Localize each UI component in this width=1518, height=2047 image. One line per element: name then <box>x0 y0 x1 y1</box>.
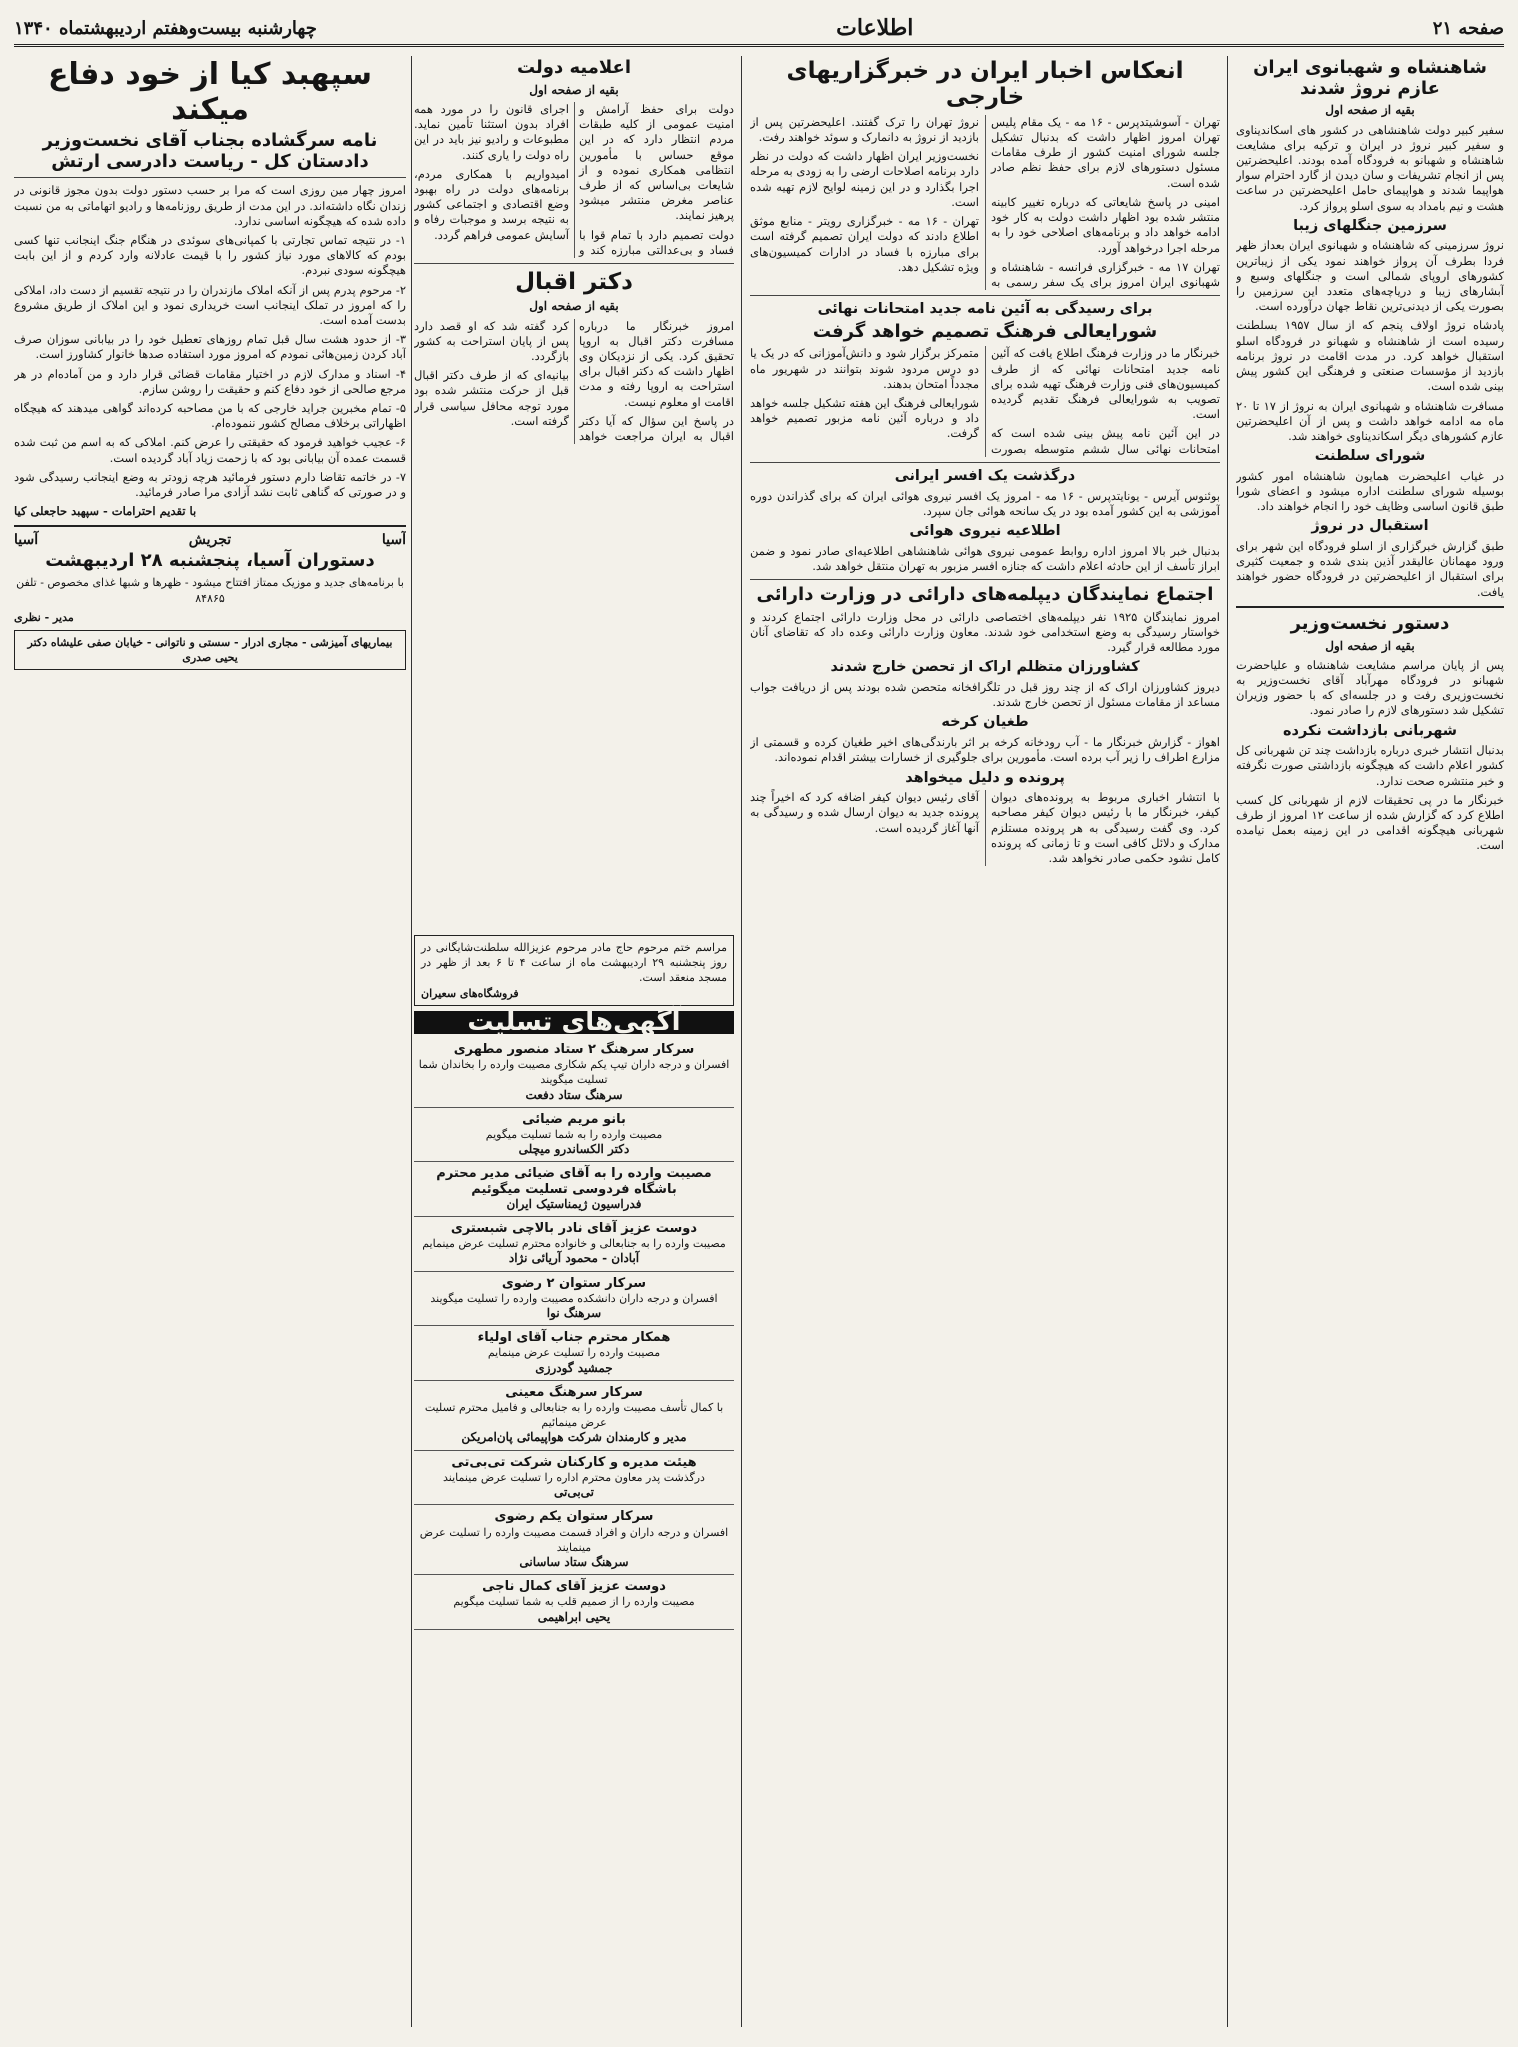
column-4 <box>14 56 406 2027</box>
article-paragraph: تهران ۱۷ مه - خبرگزاری فرانسه - شاهنشاه و شهبانوی ایران امروز برای یک سفر رسمی به نروژ تهران را ترک گفتند. اعلیحضرتین پس از بازدید از نروژ به دانمارک و سوئد خواهند رفت. <box>750 114 1220 289</box>
condolence-notice <box>414 1162 734 1217</box>
condolence-block <box>414 930 734 2027</box>
notice-text: مصیبت وارده را به جنابعالی و خانواده محترم تسلیت عرض مینمایم <box>422 1237 726 1251</box>
article-paragraph: شورایعالی فرهنگ این هفته تشکیل جلسه خواهد داد و درباره آئین نامه مزبور تصمیم خواهد گرفت. <box>750 396 979 441</box>
notice-title: سرکار سرهنگ معینی <box>505 1384 643 1400</box>
article-paragraph: ۵- تمام مخبرین جراید خارجی که با من مصاحبه کرده‌اند گواهی میدهند که هیچگاه اظهاراتی برخلاف مصالح کشور ننموده‌ام. <box>14 401 406 431</box>
article-paragraph: بوئنوس آیرس - یونایتدپرس - ۱۶ مه - امروز یک افسر نیروی هوائی ایران که برای گذراندن دوره آموزشی به این کشور آمده بود در یک سانحه هوائی جان سپرد. <box>750 488 1220 518</box>
condolence-notice <box>414 1038 734 1108</box>
notice-signer: مدیر و کارمندان شرکت هواپیمائی پان‌امریکن <box>461 1430 687 1445</box>
article-paragraph: خبرنگار ما در پی تحقیقات لازم از شهربانی کل کسب اطلاع کرد که گزارش شده از ساعت ۱۲ امروز از طرف شهربانی هیچگونه اقدامی در این زمینه بعمل نیامده است. <box>1236 792 1504 853</box>
headline-dr-eghbal: دکتر اقبال <box>515 268 633 295</box>
article-paragraph: دیروز کشاورزان اراک که از چند روز قبل در تلگرافخانه متحصن شده بودند پس از دریافت جواب مساعد از مقامات مسئول از تحصن خارج شدند. <box>750 680 1220 710</box>
masthead <box>14 12 1504 47</box>
article-paragraph: پس از پایان مراسم مشایعت شاهنشاه و علیاحضرت شهبانو در فرودگاه مهرآباد آقای نخست‌وزیر به نخست‌وزیری رفت و در جلسه‌ای که با حضور وزیران تشکیل شد دستورهای لازم را صادر نمود. <box>1236 657 1504 718</box>
condolence-notice <box>414 1505 734 1575</box>
article-paragraph: در پاسخ این سؤال که آیا دکتر اقبال به ایران مراجعت خواهد کرد گفته شد که او قصد دارد پس از پایان استراحت به کشور بازگردد. <box>414 318 734 443</box>
notice-text: با کمال تأسف مصیبت وارده را به جنابعالی و فامیل محترم تسلیت عرض مینمائیم <box>424 1401 724 1430</box>
ad-asia-title: دستوران آسیا، پنجشنبه ۲۸ اردیبهشت <box>45 549 375 571</box>
notice-text: افسران و درجه داران دانشکده مصیبت وارده را تسلیت میگویند <box>430 1291 718 1305</box>
condolence-notice <box>414 1108 734 1163</box>
headline-pm-order: دستور نخست‌وزیر <box>1290 612 1450 634</box>
headline-govt-statement: اعلامیه دولت <box>516 57 632 78</box>
article-paragraph: امروز خبرنگار ما درباره مسافرت دکتر اقبال به اروپا تحقیق کرد. یکی از نزدیکان وی اظهار داشت که دکتر اقبال برای استراحت به اروپا رفته و مدت اقامت او معلوم نیست. <box>579 318 734 409</box>
article-paragraph: تهران - ۱۶ مه - خبرگزاری رویتر - منابع موثق اطلاع دادند که دولت ایران تصمیم گرفته است برای مبارزه با فساد در ادارات کمیسیون‌های ویژه تشکیل دهد. <box>750 214 980 274</box>
headline-finance-graduates: اجتماع نمایندگان دیپلمه‌های دارائی در وزارت دارائی <box>756 584 1214 606</box>
paper-name: اطلاعات <box>836 15 914 41</box>
ad-asia-header: آسیا تجریش آسیا <box>14 532 406 549</box>
headline-karkheh: طغیان کرخه <box>941 714 1029 731</box>
notice-signer: فدراسیون ژیمناستیک ایران <box>506 1196 642 1211</box>
condolence-notice <box>414 1326 734 1381</box>
article-paragraph: تهران - آسوشیتدپرس - ۱۶ مه - یک مقام پلیس تهران امروز اظهار داشت که بدنبال تشکیل جلسه شورای امنیت کشور از طرف مقامات مسئول دستورهای لازم برای حفظ نظم صادر شده است. <box>991 114 1220 190</box>
article-paragraph: دولت تصمیم دارد با تمام قوا با فساد و بی‌عدالتی مبارزه کند و اجرای قانون را در مورد همه افراد بدون استثنا تأمین نماید. مطبوعات و رادیو نیز باید در این راه دولت را یاری کنند. <box>414 101 734 257</box>
headline-officer-death: درگذشت یک افسر ایرانی <box>894 467 1076 484</box>
notice-title: دوست عزیز آقای نادر بالاچی شبستری <box>450 1221 698 1237</box>
condolence-notice <box>414 1451 734 1506</box>
article-paragraph: مسافرت شاهنشاه و شهبانوی ایران به نروژ از ۱۷ تا ۲۰ ماه مه ادامه خواهد داشت و پس از آن اعلیحضرتین عازم کشورهای دیگر اسکاندیناوی خواهند شد. <box>1236 398 1504 443</box>
notice-signer: سرهنگ نوا <box>546 1306 602 1321</box>
article-paragraph: نروژ سرزمینی که شاهنشاه و شهبانوی ایران بعداز ظهر فردا بطرف آن پرواز خواهند نمود یکی از زیباترین کشورهای اروپای شمالی است و جنگلهای وسیع و آبشارهای زیبا و دریاچه‌های متعدد این سرزمین را بصورت یکی از دیدنی‌ترین نقاط جهان درآورده است. <box>1236 238 1504 314</box>
subheadline-open-letter: نامه سرگشاده بجناب آقای نخست‌وزیر دادستان کل - ریاست دادرسی ارتش <box>42 130 378 172</box>
ad-doctor: بیماریهای آمیزشی - مجاری ادرار - سستی و ناتوانی - خیابان صفی علیشاه دکتر یحیی صدری <box>14 630 406 670</box>
subhead-airforce: اطلاعیه نیروی هوائی <box>909 522 1061 539</box>
article-paragraph: با انتشار اخباری مربوط به پرونده‌های دیوان کیفر، خبرنگار ما با رئیس دیوان کیفر مصاحبه کرد. وی گفت رسیدگی به هر پرونده مستلزم مدارک و دلائل کافی است و تا زمانی که پرونده کامل نشود حکمی صادر نخواهد شد. <box>991 790 1220 865</box>
notice-text: درگذشت پدر معاون محترم اداره را تسلیت عرض مینمایند <box>443 1470 705 1484</box>
ad-asia-text: با برنامه‌های جدید و موزیک ممتاز افتتاح میشود - ظهرها و شبها غذای مخصوص - تلفن ۸۴۸۶۵ <box>16 576 404 605</box>
notice-signer: یحیی ابراهیمی <box>537 1609 611 1624</box>
condolence-banner: آگهی‌های تسلیت <box>414 1011 734 1034</box>
continued-note: بقیه از صفحه اول <box>1325 103 1415 118</box>
page-number: صفحه ۲۱ <box>1432 17 1504 39</box>
notice-signer: سرهنگ ستاد ساسانی <box>519 1554 629 1569</box>
kicker-exams: برای رسیدگی به آئین نامه جدید امتحانات نهائی <box>817 301 1153 318</box>
notice-signer: سرهنگ ستاد دفعت <box>525 1087 623 1102</box>
article-paragraph: ۴- اسناد و مدارک لازم در اختیار مقامات قضائی قرار دارد و من آماده‌ام در هر مرجع صالحی از خود دفاع کنم و حقیقت را روشن سازم. <box>14 366 406 396</box>
notice-text: مصیبت وارده را تسلیت عرض مینمایم <box>487 1346 661 1360</box>
article-paragraph: امروز چهار مین روزی است که مرا بر حسب دستور دولت بدون مجوز قانونی در زندان نگاه داشته‌اند. در این مدت از طریق روزنامه‌ها و رادیو اتهاماتی به من نسبت داده شده که هیچگونه اساسی ندارد. <box>14 183 406 228</box>
notice-signer: آبادان - محمود آریائی نژاد <box>508 1251 640 1266</box>
notice-signer: جمشید گودرزی <box>535 1360 613 1375</box>
notice-signer: دکتر الکساندرو میچلی <box>518 1142 630 1157</box>
article-paragraph: آقای رئیس دیوان کیفر اضافه کرد که اخیراً چند پرونده جدید به دیوان ارسال شده و رسیدگی به آنها آغاز گردیده است. <box>750 790 979 835</box>
article-paragraph: در این آئین نامه پیش بینی شده است که امتحانات نهائی سال ششم متوسطه بصورت متمرکز برگزار شود و دانش‌آموزانی که در یک یا دو درس مردود شوند بتوانند در شهریور ماه مجدداً امتحان بدهند. <box>750 346 1220 456</box>
column-1 <box>1236 56 1504 2027</box>
notice-signer: تی‌بی‌تی <box>553 1485 595 1500</box>
article-paragraph: ۷- در خاتمه تقاضا دارم دستور فرمائید هرچه زودتر به وضع اینجانب رسیدگی شود و در صورتی که گناهی ثابت نشد آزادی مرا صادر فرمائید. <box>14 469 406 500</box>
column-3 <box>414 56 734 917</box>
article-paragraph: امینی در پاسخ شایعاتی که درباره تغییر کابینه منتشر شده بود اظهار داشت دولت به کار خود ادامه خواهد داد و برنامه‌های اصلاحی خود را به مرحله اجرا درخواهد آورد. <box>991 194 1220 255</box>
article-paragraph: ۶- عجیب خواهید فرمود که حقیقتی را عرض کنم. املاکی که به اسم من ثبت شده قسمت عمده آن بیابانی بود که با زحمت زیاد آباد گردیده است. <box>14 435 406 465</box>
article-paragraph: پادشاه نروژ اولاف پنجم که از سال ۱۹۵۷ بسلطنت رسیده است از شاهنشاه و شهبانو در فرودگاه اسلو استقبال خواهد کرد. در مدت اقامت در نروژ برنامه بازدید از مؤسسات صنعتی و فرهنگی این کشور پیش بینی شده است. <box>1236 318 1504 394</box>
notice-title: سرکار ستوان ۲ رضوی <box>501 1275 647 1291</box>
headline-exams: شورایعالی فرهنگ تصمیم خواهد گرفت <box>812 320 1158 342</box>
notice-title: همکار محترم جناب آقای اولیاء <box>477 1330 671 1346</box>
article-paragraph: نخست‌وزیر ایران اظهار داشت که دولت در نظر دارد برنامه اصلاحات ارضی را به زودی به مرحله اجرا بگذارد و در این زمینه لوایح لازم تهیه شده است. <box>750 149 979 209</box>
subhead-regency-council: شورای سلطنت <box>1314 448 1426 465</box>
article-paragraph: ۲- مرحوم پدرم پس از آنکه املاک مازندران را در نتیجه تقسیم از دست داد، املاکی را که امروز در تملک اینجانب است خریداری نمود و این املاک از طریق مشروع بدست آمده است. <box>14 282 406 327</box>
notice-title: مصیبت وارده را به آقای ضیائی مدیر محترم باشگاه فردوسی تسلیت میگوئیم <box>436 1166 712 1197</box>
notice-text: افسران و درجه داران و افراد قسمت مصیبت وارده را تسلیت عرض مینمایند <box>419 1525 729 1554</box>
condolence-notice <box>414 1381 734 1451</box>
continued-note: بقیه از صفحه اول <box>529 299 619 314</box>
notice-title: سرکار سرهنگ ۲ ستاد منصور مطهری <box>453 1042 695 1058</box>
article-paragraph: امروز نمایندگان ۱۹۲۵ نفر دیپلمه‌های اختصاصی دارائی در محل وزارت دارائی اجتماع کردند و خواستار رسیدگی به وضع استخدامی خود شدند. معاون وزارت دارائی وعده داد که تقاضای آنان مورد مطالعه قرار گیرد. <box>750 609 1220 655</box>
notice-title: هیئت مدیره و کارکنان شرکت تی‌بی‌تی <box>451 1454 697 1470</box>
article-paragraph: بدنبال خبر بالا امروز اداره روابط عمومی نیروی هوائی شاهنشاهی اطلاعیه‌ای صادر نمود و ضمن ابراز تأسف از این حادثه اعلام داشت که جنازه افسر مزبور به تهران منتقل خواهد شد. <box>750 543 1220 573</box>
memorial-notice: مراسم ختم مرحوم حاج مادر مرحوم عزیزالله سلطنت‌شایگانی در روز پنجشنبه ۲۹ اردیبهشت ماه از ساعت ۴ تا ۶ بعد از ظهر در مسجد منعقد است. فروشگاه‌های سعیران <box>414 935 734 1006</box>
notice-title: سرکار ستوان یکم رضوی <box>494 1509 654 1525</box>
notice-text: مصیبت وارده را به شما تسلیت میگویم <box>485 1128 663 1142</box>
headline-kia-defends: سپهبد کیا از خود دفاع میکند <box>47 57 373 127</box>
column-2 <box>750 56 1220 2027</box>
article-paragraph: سفیر کبیر دولت شاهنشاهی در کشور های اسکاندیناوی و سفیر کبیر نروژ در ایران و ترکیه برای مشایعت شاهنشاه و شهبانو به فرودگاه آمده بودند. اعلیحضرتین پس از انجام تشریفات و سان دیدن از گارد احترام سوار هواپیما شدند و هواپیمای حامل اعلیحضرتین در ساعت هشت و نیم بامداد به سوی اسلو پرواز کرد. <box>1236 122 1504 213</box>
issue-date: چهارشنبه بیست‌وهفتم اردیبهشتماه ۱۳۴۰ <box>14 17 317 39</box>
notice-title: دوست عزیز آقای کمال ناجی <box>482 1579 666 1595</box>
article-paragraph: بیانیه‌ای که از طرف دکتر اقبال قبل از حرکت منتشر شده بود مورد توجه محافل سیاسی قرار گرفته است. <box>414 368 569 428</box>
ad-asia-sign: مدیر - نظری <box>14 610 74 624</box>
article-paragraph: خبرنگار ما در وزارت فرهنگ اطلاع یافت که آئین نامه جدید امتحانات نهائی که از طرف کمیسیون‌های فنی وزارت فرهنگ تهیه شده برای تصویب به شورایعالی فرهنگ تقدیم گردیده است. <box>991 346 1220 422</box>
article-paragraph: ۳- از حدود هشت سال قبل تمام روزهای تعطیل خود را در بیابانی سوزان صرف آباد کردن زمین‌هائی نمودم که امروز مورد استفاده صدها خانوار کشاورز است. <box>14 332 406 362</box>
article-paragraph: ۱- در نتیجه تماس تجارتی با کمپانی‌های سوئدی در هنگام جنگ اینجانب تنها کسی بودم که کالاهای مورد نیاز کشور را با قیمت عادلانه وارد کردم و از این بابت هیچگونه سودی نبردم. <box>14 232 406 278</box>
notice-text: افسران و درجه داران تیپ یکم شکاری مصیبت وارده را بخاندان شما تسلیت میگویند <box>418 1058 730 1087</box>
condolence-notice <box>414 1575 734 1630</box>
headline-foreign-news: انعکاس اخبار ایران در خبرگزاریهای خارجی <box>786 58 1184 111</box>
headline-court-file: پرونده و دلیل میخواهد <box>905 769 1065 786</box>
notice-title: بانو مریم ضیائی <box>522 1111 626 1127</box>
condolence-list <box>414 1038 734 1630</box>
subhead-forests: سرزمین جنگلهای زیبا <box>1293 217 1447 234</box>
headline-shah-norway: شاهنشاه و شهبانوی ایران عازم نروژ شدند <box>1253 57 1487 99</box>
subhead-police: شهربانی بازداشت نکرده <box>1282 722 1458 739</box>
subhead-welcome-norway: استقبال در نروژ <box>1311 518 1429 535</box>
condolence-notice <box>414 1272 734 1327</box>
notice-text: مصیبت وارده را از صمیم قلب به شما تسلیت میگویم <box>453 1595 695 1609</box>
condolence-notice <box>414 1217 734 1272</box>
article-paragraph: امیدواریم با همکاری مردم، برنامه‌های دولت در راه بهبود وضع اقتصادی و اجتماعی کشور به نتیجه برسد و موجبات رفاه و آسایش عمومی فراهم گردد. <box>414 166 569 242</box>
article-paragraph: در غیاب اعلیحضرت همایون شاهنشاه امور کشور بوسیله شورای سلطنت اداره میشود و اعضای شورا طبق قانون اساسی وظایف خود را انجام خواهند داد. <box>1236 468 1504 514</box>
headline-farmers: کشاورزان متظلم اراک از تحصن خارج شدند <box>830 659 1140 676</box>
continued-note: بقیه از صفحه اول <box>1325 638 1415 653</box>
continued-note: بقیه از صفحه اول <box>529 82 619 97</box>
signature-kia: با تقدیم احترامات - سپهبد حاجعلی کیا <box>14 504 197 519</box>
article-paragraph: دولت برای حفظ آرامش و امنیت عمومی از کلیه طبقات مردم انتظار دارد که در این موقع حساس با مأمورین انتظامی همکاری نموده و از شایعات بی‌اساس که از طرف عناصر مغرض منتشر میشود پرهیز نمایند. <box>579 101 734 223</box>
article-paragraph: اهواز - گزارش خبرنگار ما - آب رودخانه کرخه بر اثر بارندگی‌های اخیر طغیان کرده و قسمتی از مزارع اطراف را زیر آب برده است. مأمورین برای جلوگیری از خسارات بیشتر اقدام نموده‌اند. <box>750 735 1220 765</box>
article-paragraph: طبق گزارش خبرگزاری از اسلو فرودگاه این شهر برای ورود مهمانان عالیقدر آذین بندی شده و جمعیت کثیری برای استقبال از اعلیحضرتین در فرودگاه حضور خواهند یافت. <box>1236 539 1504 599</box>
article-paragraph: بدنبال انتشار خبری درباره بازداشت چند تن شهربانی کل کشور اعلام داشت که هیچگونه بازداشتی صورت نگرفته و خبر منتشره صحت ندارد. <box>1236 743 1504 788</box>
